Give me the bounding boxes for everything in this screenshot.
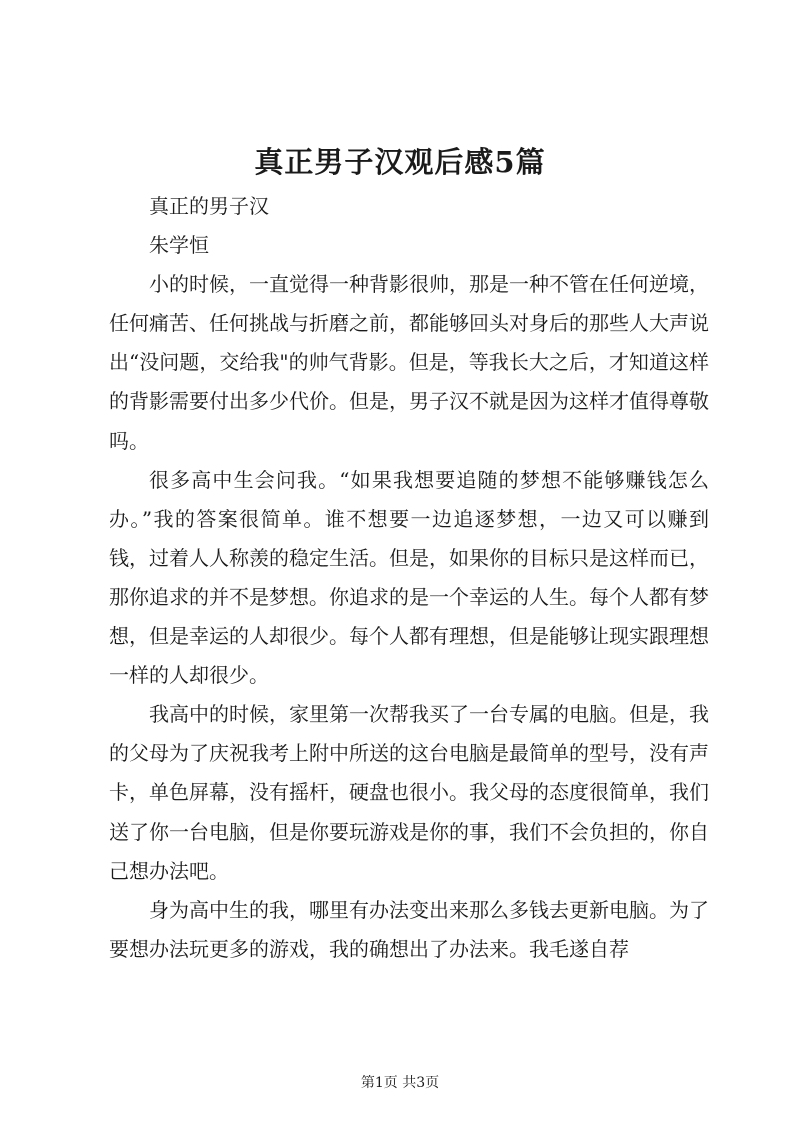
author-line: 朱学恒: [149, 233, 209, 258]
paragraph: 身为高中生的我，哪里有办法变出来那么多钱去更新电脑。为了要想办法玩更多的游戏，我的确想出了办法来。我毛遂自荐: [109, 897, 709, 961]
paragraph: 很多高中生会问我。“如果我想要追随的梦想不能够赚钱怎么办。”我的答案很简单。谁不想要一边追逐梦想，一边又可以赚到钱，过着人人称羡的稳定生活。但是，如果你的目标只是这样而已，那你追求的并不是梦想。你追求的是一个幸运的人生。每个人都有梦想，但是幸运的人却很少。每个人都有理想，但是能够让现实跟理想一样的人却很少。: [109, 467, 709, 688]
paragraph: 我高中的时候，家里第一次帮我买了一台专属的电脑。但是，我的父母为了庆祝我考上附中所送的这台电脑是最简单的型号，没有声卡，单色屏幕，没有摇杆，硬盘也很小。我父母的态度很简单，我们送了你一台电脑，但是你要玩游戏是你的事，我们不会负担的，你自己想办法吧。: [109, 702, 709, 883]
document-title: 真正男子汉观后感5篇: [254, 145, 546, 179]
page-number-footer: 第1页 共3页: [360, 1075, 440, 1091]
document-body: [109, 187, 709, 969]
paragraph: 小的时候，一直觉得一种背影很帅，那是一种不管在任何逆境，任何痛苦、任何挑战与折磨之前，都能够回头对身后的那些人大声说出“没问题，交给我"的帅气背影。但是，等我长大之后，才知道这样的背影需要付出多少代价。但是，男子汉不就是因为这样才值得尊敬吗。: [109, 272, 709, 453]
subtitle-line: 真正的男子汉: [149, 194, 269, 218]
